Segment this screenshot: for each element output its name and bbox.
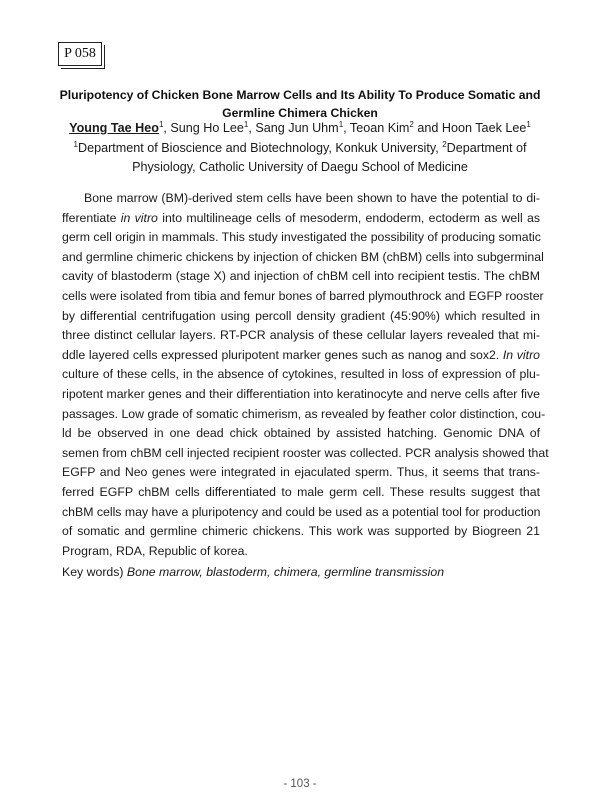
author-name: and Hoon Taek Lee bbox=[413, 121, 527, 135]
poster-id-box: P 058 bbox=[58, 42, 102, 66]
abstract-line: chBM cells may have a pluripotency and could be used as a potential tool for production bbox=[62, 504, 541, 519]
affiliation-text: Department of bbox=[446, 141, 527, 155]
author-sup: 1 bbox=[338, 120, 344, 129]
author-list bbox=[40, 120, 560, 137]
abstract-line: of somatic and germline chimeric chickens. This work was supported by Biogreen 21 bbox=[62, 524, 540, 539]
abstract-line: three distinct cellular layers. RT-PCR analysis of these cellular layers revealed that mi- bbox=[62, 328, 540, 343]
abstract-line: ld be observed in one dead chick obtained by assisted hatching. Genomic DNA of bbox=[62, 426, 540, 441]
abstract-line: Bone marrow (BM)-derived stem cells have been shown to have the potential to di- bbox=[84, 191, 540, 205]
abstract-line: germ cell origin in mammals. This study investigated the possibility of producing somatic bbox=[62, 230, 541, 245]
abstract-line: semen from chBM cell injected recipient rooster was collected. PCR analysis showed that bbox=[62, 445, 549, 460]
abstract-line: Program, RDA, Republic of korea. bbox=[62, 543, 248, 558]
title-line-1: Pluripotency of Chicken Bone Marrow Cells and Its Ability To Produce Somatic and bbox=[59, 88, 541, 102]
affiliation-sup: 2 bbox=[442, 140, 447, 149]
abstract-line: by differential centrifugation using percoll density gradient (45:90%) which resulted in bbox=[62, 308, 540, 323]
author-name: , Sang Jun Uhm bbox=[248, 121, 339, 135]
abstract-line: passages. Low grade of somatic chimerism, as revealed by feather color distinction, cou- bbox=[62, 406, 546, 421]
abstract-body bbox=[62, 189, 549, 561]
abstract-line: ferred EGFP chBM cells differentiated to male germ cell. These results suggest that bbox=[62, 484, 540, 499]
author-name: , Sung Ho Lee bbox=[163, 121, 244, 135]
author-name: , Teoan Kim bbox=[343, 121, 410, 135]
abstract-line: EGFP and Neo genes were integrated in ejaculated sperm. Thus, it seems that trans- bbox=[62, 465, 540, 480]
affiliation-line-2: Physiology, Catholic University of Daegu School of Medicine bbox=[132, 160, 468, 174]
page-number: - 103 - bbox=[283, 778, 317, 790]
affiliation-line-1 bbox=[40, 139, 560, 158]
title-line-2: Germline Chimera Chicken bbox=[222, 106, 378, 120]
author-sup: 1 bbox=[243, 120, 249, 129]
author-sup: 1 bbox=[158, 120, 164, 129]
keywords-terms: Bone marrow, blastoderm, chimera, germline transmission bbox=[126, 565, 445, 579]
keywords-label: Key words) bbox=[62, 565, 127, 579]
paper-title bbox=[40, 86, 560, 122]
abstract-line: ripotent marker genes and their differentiation into keratinocyte and nerve cells after five bbox=[62, 386, 540, 401]
author-sup: 1 bbox=[526, 120, 531, 129]
abstract-line: fferentiate in vitro into multilineage cells of mesoderm, endoderm, ectoderm as well as bbox=[62, 210, 541, 225]
affiliation-text: Department of Bioscience and Biotechnology, Konkuk University, bbox=[77, 141, 443, 155]
affiliations bbox=[40, 139, 560, 177]
presenting-author: Young Tae Heo bbox=[69, 121, 159, 135]
affiliation-sup: 1 bbox=[73, 140, 78, 149]
abstract-line: cells were isolated from tibia and femur bones of barred plymouthrock and EGFP rooster bbox=[62, 288, 544, 303]
keywords bbox=[62, 563, 540, 581]
author-sup: 2 bbox=[409, 120, 414, 129]
abstract-line: ddle layered cells expressed pluripotent marker genes such as nanog and sox2. In vitro bbox=[62, 347, 541, 362]
abstract-line: cavity of blastoderm (stage X) and injection of chBM cell into recipient testis. The chBM bbox=[62, 269, 540, 284]
abstract-line: and germline chimeric chickens by injection of chicken BM (chBM) cells into subgerminal bbox=[62, 249, 544, 264]
abstract-line: culture of these cells, in the absence of cytokines, resulted in loss of expression of plu- bbox=[62, 367, 540, 382]
